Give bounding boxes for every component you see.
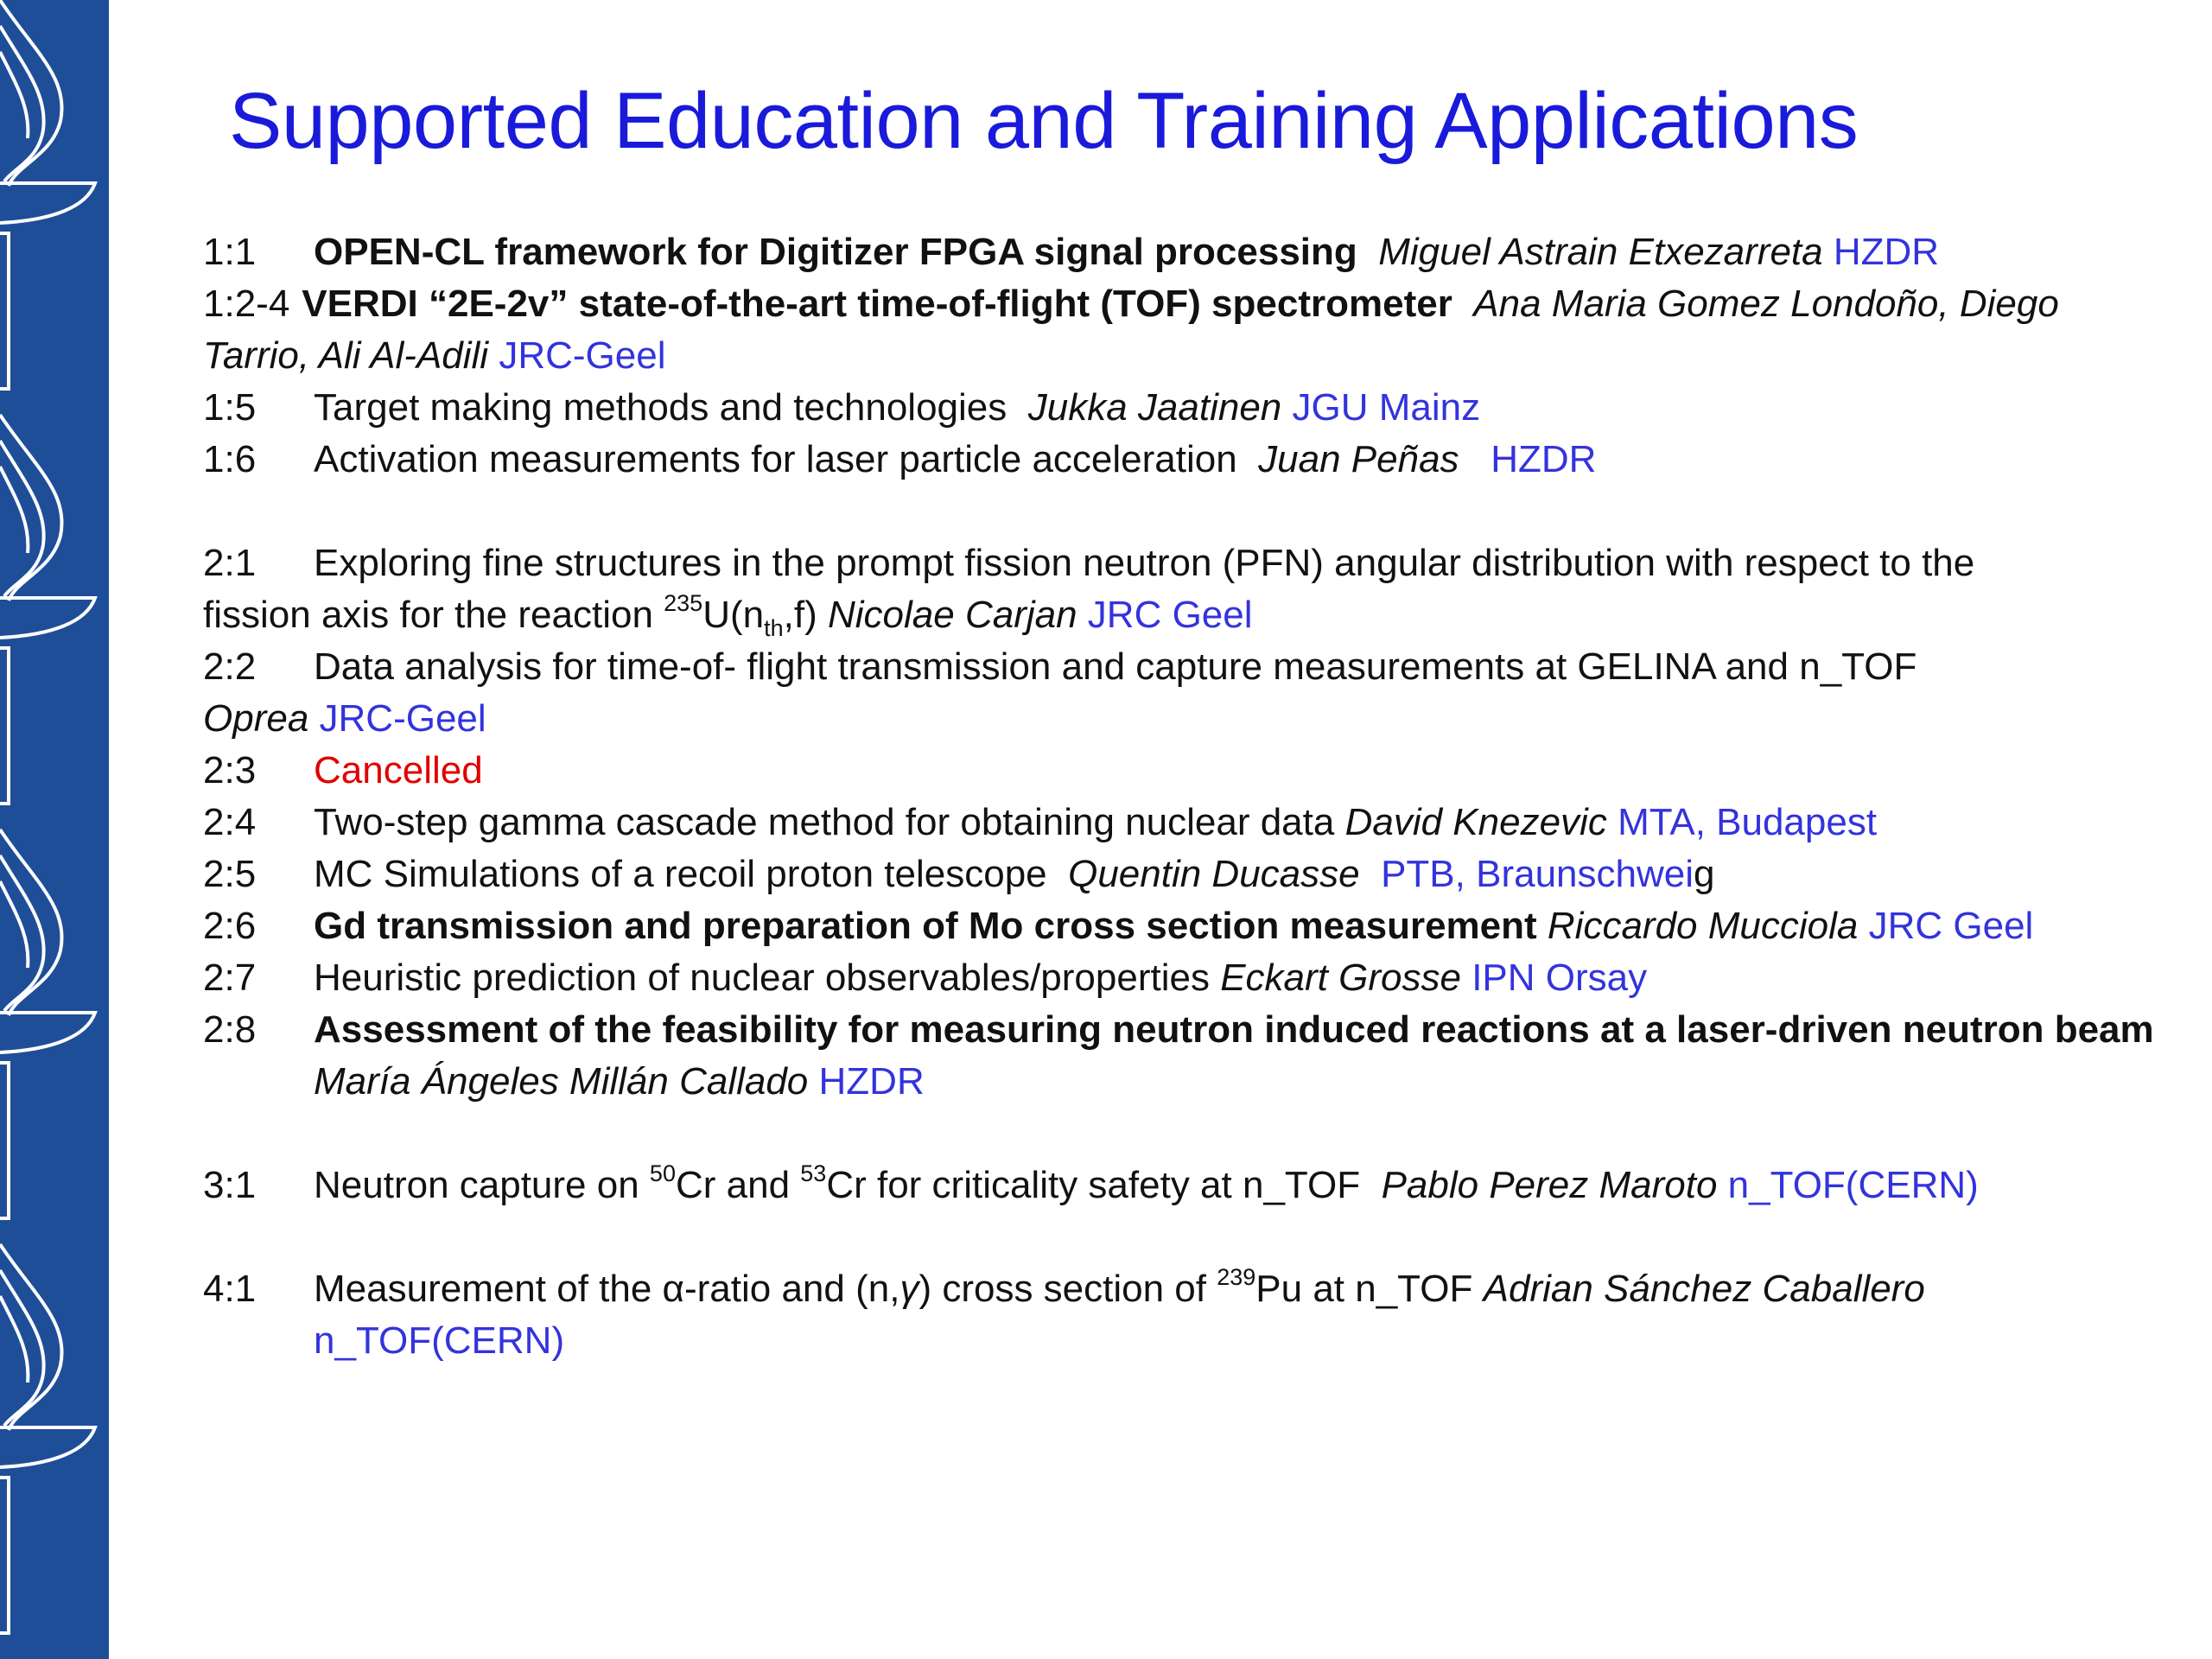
list-item-2-2 bbox=[203, 641, 2190, 693]
list-item-2-4 bbox=[203, 797, 2190, 849]
item-number: 1:5 bbox=[203, 386, 257, 429]
item-title: Data analysis for time-of- flight transmission and capture measurements at GELINA and n_TOF bbox=[314, 645, 1917, 688]
item-institution: HZDR bbox=[818, 1060, 925, 1103]
item-institution: IPN Orsay bbox=[1471, 957, 1648, 999]
subscript: th bbox=[764, 615, 784, 641]
gamma-symbol: γ bbox=[899, 1268, 919, 1310]
item-institution: HZDR bbox=[1491, 438, 1597, 480]
item-title: VERDI “2E-2v” state-of-the-art time-of-flight (TOF) spectrometer bbox=[302, 283, 1452, 325]
item-title: ) cross section of bbox=[918, 1268, 1217, 1310]
item-institution: n_TOF(CERN) bbox=[314, 1319, 565, 1362]
item-number: 2:7 bbox=[203, 957, 257, 999]
list-item-4-1-continued bbox=[203, 1315, 2190, 1367]
list-item-2-3 bbox=[203, 745, 2190, 797]
item-title: Heuristic prediction of nuclear observables/properties bbox=[314, 957, 1210, 999]
list-item-3-1 bbox=[203, 1160, 2190, 1211]
item-author: Miguel Astrain Etxezarreta bbox=[1378, 231, 1823, 273]
section-gap bbox=[203, 486, 2190, 537]
item-author: Eckart Grosse bbox=[1220, 957, 1461, 999]
item-title: fission axis for the reaction bbox=[203, 594, 664, 636]
item-number: 2:6 bbox=[203, 905, 257, 947]
item-title: Target making methods and technologies bbox=[314, 386, 1007, 429]
item-title: Cr and bbox=[675, 1164, 801, 1206]
item-author: Nicolae Carjan bbox=[827, 594, 1077, 636]
item-institution: JRC Geel bbox=[1087, 594, 1253, 636]
item-institution: HZDR bbox=[1833, 231, 1940, 273]
isotope-mass: 239 bbox=[1217, 1264, 1256, 1290]
list-item-4-1 bbox=[203, 1263, 2190, 1315]
item-institution: MTA, Budapest bbox=[1618, 801, 1878, 843]
item-number: 2:2 bbox=[203, 645, 257, 688]
item-author: Tarrio, Ali Al-Adili bbox=[203, 334, 489, 377]
list-item-1-2-4 bbox=[203, 278, 2190, 330]
item-author: Riccardo Mucciola bbox=[1547, 905, 1859, 947]
list-item-2-1-continued bbox=[203, 589, 2190, 641]
list-item-2-1 bbox=[203, 537, 2190, 589]
item-title: Cr for criticality safety at n_TOF bbox=[826, 1164, 1361, 1206]
section-gap bbox=[203, 1108, 2190, 1160]
list-item-1-2-4-continued bbox=[203, 330, 2190, 382]
item-author: María Ángeles Millán Callado bbox=[314, 1060, 809, 1103]
item-author: Quentin Ducasse bbox=[1068, 853, 1360, 895]
list-item-2-5 bbox=[203, 849, 2190, 900]
item-institution: PTB, Braunschwei bbox=[1381, 853, 1694, 895]
item-institution: JRC-Geel bbox=[319, 697, 486, 740]
item-title: Activation measurements for laser particle acceleration bbox=[314, 438, 1237, 480]
applications-list bbox=[203, 226, 2190, 1367]
item-author: Oprea bbox=[203, 697, 309, 740]
item-title: ,f) bbox=[783, 594, 817, 636]
item-number: 2:4 bbox=[203, 801, 257, 843]
item-title: MC Simulations of a recoil proton telescope bbox=[314, 853, 1047, 895]
item-title: Neutron capture on bbox=[314, 1164, 650, 1206]
item-institution: JRC-Geel bbox=[499, 334, 666, 377]
item-number: 2:8 bbox=[203, 1008, 257, 1051]
item-title: Measurement of the α-ratio and (n, bbox=[314, 1268, 900, 1310]
item-author: Adrian Sánchez Caballero bbox=[1483, 1268, 1925, 1310]
item-title: Gd transmission and preparation of Mo cross section measurement bbox=[314, 905, 1537, 947]
item-author: Jukka Jaatinen bbox=[1027, 386, 1282, 429]
item-title: U(n bbox=[702, 594, 765, 636]
item-title: Two-step gamma cascade method for obtaining nuclear data bbox=[314, 801, 1335, 843]
item-title: Exploring fine structures in the prompt fission neutron (PFN) angular distribution with respect to the bbox=[314, 542, 1975, 584]
list-item-2-8-continued bbox=[203, 1056, 2190, 1108]
item-number: 4:1 bbox=[203, 1268, 257, 1310]
item-number: 2:1 bbox=[203, 542, 257, 584]
item-title: OPEN-CL framework for Digitizer FPGA signal processing bbox=[314, 231, 1357, 273]
item-author: Pablo Perez Maroto bbox=[1381, 1164, 1718, 1206]
item-institution: n_TOF(CERN) bbox=[1727, 1164, 1979, 1206]
item-institution-tail: g bbox=[1694, 853, 1715, 895]
item-number: 1:1 bbox=[203, 231, 257, 273]
item-author: Juan Peñas bbox=[1258, 438, 1459, 480]
item-author: Ana Maria Gomez Londoño, Diego bbox=[1473, 283, 2059, 325]
item-author: David Knezevic bbox=[1344, 801, 1607, 843]
list-item-1-1 bbox=[203, 226, 2190, 278]
torch-pattern-icon bbox=[0, 0, 109, 1659]
isotope-mass: 235 bbox=[664, 590, 703, 616]
cancelled-status: Cancelled bbox=[314, 749, 483, 791]
item-number: 1:6 bbox=[203, 438, 257, 480]
item-title: Assessment of the feasibility for measuring neutron induced reactions at a laser-driven neutron beam bbox=[314, 1008, 2154, 1051]
item-number: 1:2-4 bbox=[203, 283, 290, 325]
item-number: 2:5 bbox=[203, 853, 257, 895]
list-item-1-5 bbox=[203, 382, 2190, 434]
section-gap bbox=[203, 1211, 2190, 1263]
item-institution: JGU Mainz bbox=[1292, 386, 1481, 429]
list-item-1-6 bbox=[203, 434, 2190, 486]
decorative-sidebar bbox=[0, 0, 109, 1659]
list-item-2-6 bbox=[203, 900, 2190, 952]
item-number: 3:1 bbox=[203, 1164, 257, 1206]
isotope-mass: 50 bbox=[649, 1160, 676, 1186]
slide-title: Supported Education and Training Applications bbox=[229, 77, 1859, 165]
list-item-2-8 bbox=[203, 1004, 2190, 1056]
item-institution: JRC Geel bbox=[1868, 905, 2034, 947]
item-title: Pu at n_TOF bbox=[1255, 1268, 1473, 1310]
isotope-mass: 53 bbox=[800, 1160, 827, 1186]
list-item-2-2-continued bbox=[203, 693, 2190, 745]
item-number: 2:3 bbox=[203, 749, 257, 791]
list-item-2-7 bbox=[203, 952, 2190, 1004]
